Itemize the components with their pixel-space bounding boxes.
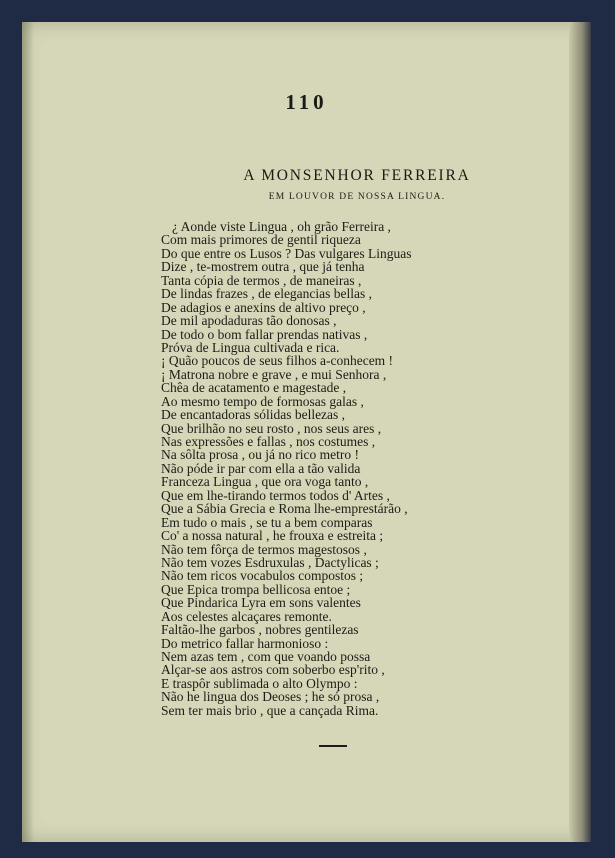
poem-line: Não he lingua dos Deoses ; he só prosa , <box>161 689 380 705</box>
poem-line: De lindas frazes , de elegancias bellas , <box>161 286 373 302</box>
poem-line: Nem azas tem , com que voando possa <box>161 649 371 664</box>
poem-line: De adagios e anexins de altivo preço , <box>161 299 366 315</box>
poem-line: Aos celestes alcaçares remonte. <box>161 608 332 624</box>
poem-title: A MONSENHOR FERREIRA <box>243 167 471 184</box>
page-edge <box>569 22 591 842</box>
poem-line: Alçar-se aos astros com soberbo esp'rito , <box>161 662 385 678</box>
poem-line: Dize , te-mostrem outra , que já tenha <box>161 259 365 275</box>
poem-line: ¿ Aonde viste Lingua , oh grão Ferreira , <box>172 219 391 234</box>
poem-line: Nas expressões e fallas , nos costumes , <box>161 434 376 449</box>
poem-line: Que em lhe-tirando termos todos d' Artes , <box>161 487 390 503</box>
poem-line: Chêa de acatamento e magestade , <box>161 380 347 396</box>
poem-line: Sem ter mais brio , que a cançada Rima. <box>161 702 379 718</box>
poem-line: Não tem ricos vocabulos compostos ; <box>161 568 364 584</box>
poem-line: Com mais primores de gentil riqueza <box>161 232 361 248</box>
poem-line: De mil apodaduras tão donosas , <box>161 313 337 329</box>
poem-line: ¡ Quão poucos de seus filhos a-conhecem ! <box>161 353 394 369</box>
poem-line: Ao mesmo tempo de formosas galas , <box>161 393 364 409</box>
poem-subtitle: EM LOUVOR DE NOSSA LINGUA. <box>268 192 446 202</box>
poem-line: Do metrico fallar harmonioso : <box>161 635 329 651</box>
closing-rule <box>319 745 347 747</box>
poem-line: Que Pindarica Lyra em sons valentes <box>161 595 361 611</box>
poem-line: Em tudo o mais , se tu a bem comparas <box>161 514 373 530</box>
poem-line: Que a Sábia Grecia e Roma lhe-emprestárão , <box>161 501 408 517</box>
poem-line: Que Epica trompa bellicosa entoe ; <box>161 581 351 597</box>
poem-body <box>161 220 411 717</box>
poem-line: Não póde ir par com ella a tão valida <box>161 460 361 476</box>
poem-line: Que brilhão no seu rosto , nos seus ares , <box>161 420 382 436</box>
poem-line: Não tem fôrça de termos magestosos , <box>161 541 367 557</box>
poem-line: E traspôr sublimada o alto Olympo : <box>161 675 358 691</box>
poem-line: Franceza Lingua , que ora voga tanto , <box>161 474 369 490</box>
book-page <box>22 22 591 842</box>
poem-line: Co' a nossa natural , he frouxa e estreita ; <box>161 528 384 544</box>
page-number: 110 <box>285 90 328 114</box>
poem-line: Faltão-lhe garbos , nobres gentilezas <box>161 622 359 638</box>
poem-line: Na sôlta prosa , ou já no rico metro ! <box>161 447 359 463</box>
poem-line: Tanta cópia de termos , de maneiras , <box>161 272 362 288</box>
poem-line: Do que entre os Lusos ? Das vulgares Linguas <box>161 245 412 261</box>
poem-line: ¡ Matrona nobre e grave , e mui Senhora , <box>161 366 387 382</box>
poem-line: De todo o bom fallar prendas nativas , <box>161 326 368 342</box>
poem-line: De encantadoras sólidas bellezas , <box>161 407 346 423</box>
poem-line: Não tem vozes Esdruxulas , Dactylicas ; <box>161 554 379 570</box>
poem-line: Próva de Lingua cultivada e rica. <box>161 339 340 355</box>
